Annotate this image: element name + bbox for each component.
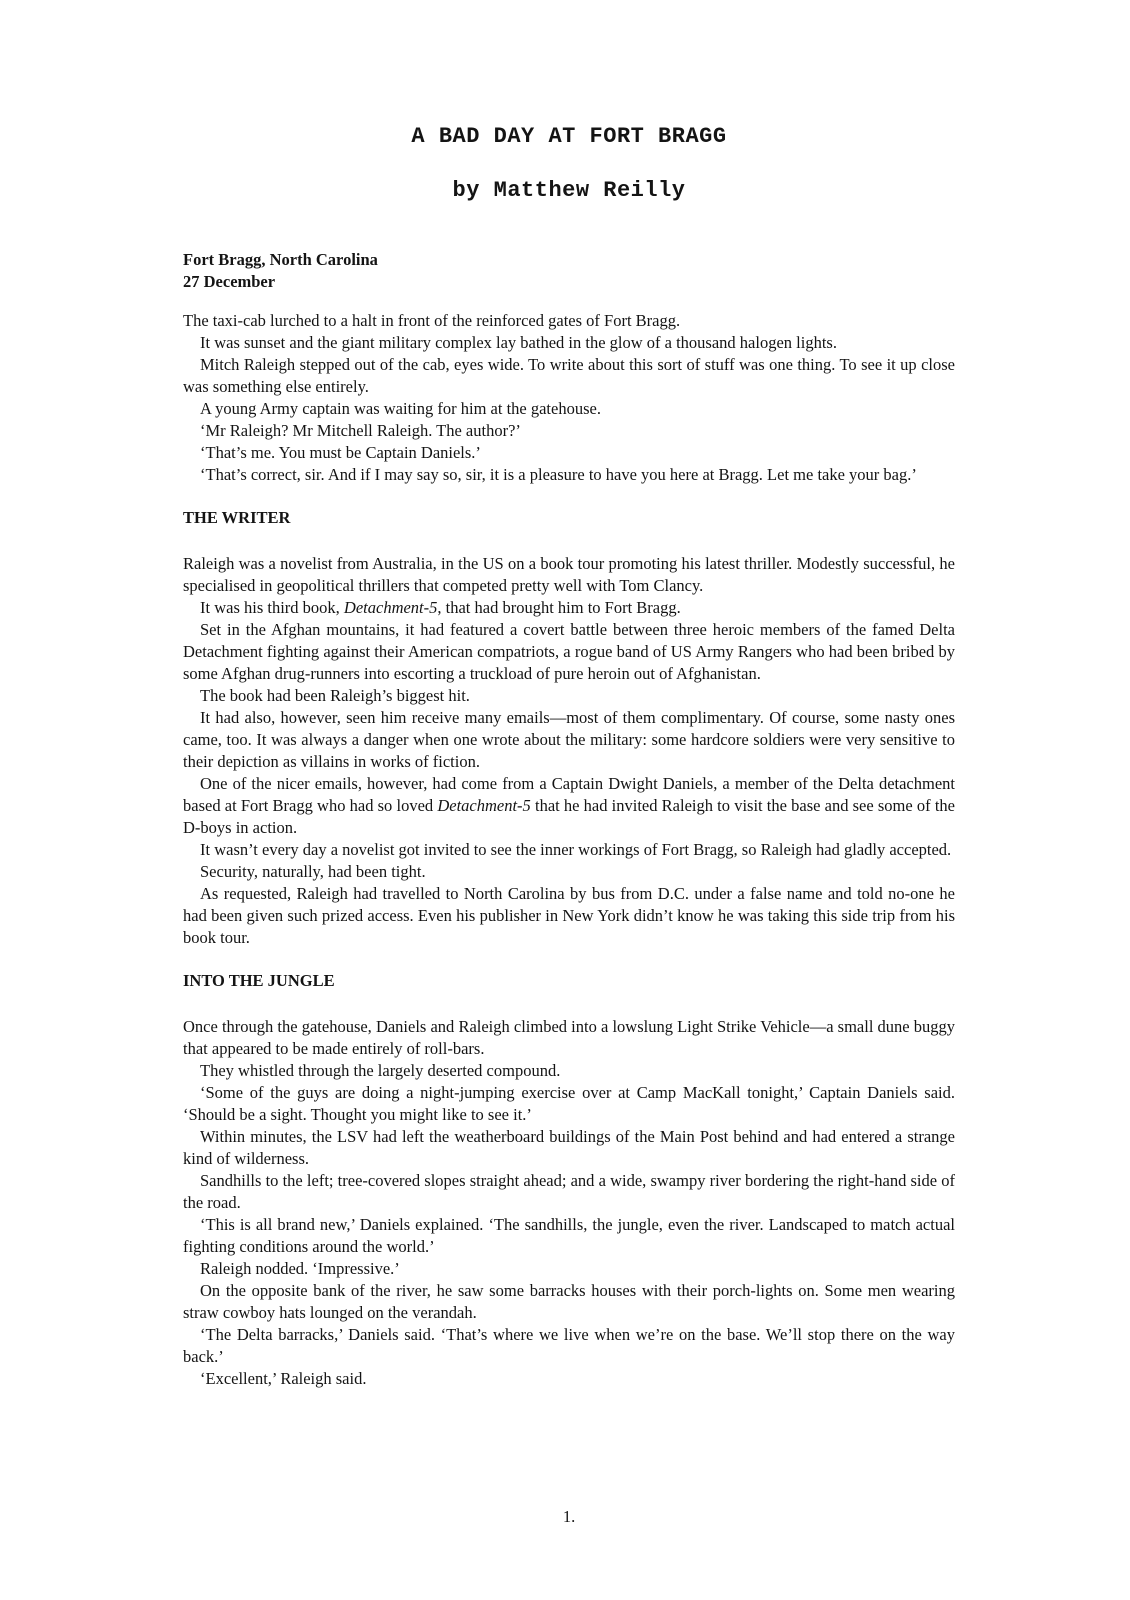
paragraph <box>183 619 955 685</box>
text-run: It wasn’t every day a novelist got invited to see the inner workings of Fort Bragg, so Raleigh had gladly accepted. <box>200 840 952 859</box>
text-run: One of the nicer emails, however, had come from a Captain Dwight Daniels, a member of the Delta detachment based at Fort Bragg who had so loved <box>183 774 955 815</box>
text-run: ‘This is all brand new,’ Daniels explained. ‘The sandhills, the jungle, even the river. Landscaped to match actual fighting conditions around the world.’ <box>183 1215 955 1256</box>
text-run: , that had brought him to Fort Bragg. <box>437 598 681 617</box>
text-run: It had also, however, seen him receive many emails—most of them complimentary. Of course, some nasty ones came, too. It was always a danger when one wrote about the military: some hardcore soldiers were very sensitive to their depiction as villains in works of fiction. <box>183 708 955 771</box>
document-title: A BAD DAY AT FORT BRAGG <box>411 124 727 149</box>
text-run: A young Army captain was waiting for him at the gatehouse. <box>200 399 601 418</box>
page-number: 1. <box>562 1507 576 1526</box>
paragraph <box>183 464 955 486</box>
paragraph <box>183 310 955 332</box>
paragraph <box>183 1126 955 1170</box>
text-run: They whistled through the largely deserted compound. <box>200 1061 561 1080</box>
text-run: ‘Some of the guys are doing a night-jumping exercise over at Camp MacKall tonight,’ Captain Daniels said. ‘Should be a sight. Thought you might like to see it.’ <box>183 1083 955 1124</box>
paragraph <box>183 354 955 398</box>
section-heading: THE WRITER <box>183 508 291 527</box>
text-run: Security, naturally, had been tight. <box>200 862 426 881</box>
paragraph <box>183 1016 955 1060</box>
paragraph <box>183 707 955 773</box>
text-run: Once through the gatehouse, Daniels and Raleigh climbed into a lowslung Light Strike Vehicle—a small dune buggy that appeared to be made entirely of roll-bars. <box>183 1017 955 1058</box>
paragraph <box>183 861 955 883</box>
text-run: The book had been Raleigh’s biggest hit. <box>200 686 470 705</box>
text-run: ‘The Delta barracks,’ Daniels said. ‘That’s where we live when we’re on the base. We’ll stop there on the way back.’ <box>183 1325 955 1366</box>
text-run: Raleigh nodded. ‘Impressive.’ <box>200 1259 400 1278</box>
text-run: ‘Excellent,’ Raleigh said. <box>200 1369 367 1388</box>
paragraph <box>183 1258 955 1280</box>
dateline <box>183 249 955 293</box>
paragraph <box>183 1214 955 1258</box>
paragraph <box>183 1060 955 1082</box>
document-content <box>183 126 955 1390</box>
text-run: ‘Mr Raleigh? Mr Mitchell Raleigh. The author?’ <box>200 421 521 440</box>
paragraph <box>183 442 955 464</box>
paragraph <box>183 1324 955 1368</box>
paragraph <box>183 773 955 839</box>
paragraph <box>183 553 955 597</box>
paragraph <box>183 420 955 442</box>
text-run: It was his third book, <box>200 598 344 617</box>
paragraph <box>183 839 955 861</box>
paragraph <box>183 1170 955 1214</box>
dateline-date: 27 December <box>183 272 276 291</box>
paragraph <box>183 597 955 619</box>
paragraph <box>183 398 955 420</box>
italic-text-run: Detachment-5 <box>437 796 531 815</box>
paragraph <box>183 1280 955 1324</box>
paragraph <box>183 883 955 949</box>
text-run: The taxi-cab lurched to a halt in front of the reinforced gates of Fort Bragg. <box>183 311 681 330</box>
paragraph <box>183 1082 955 1126</box>
text-run: Within minutes, the LSV had left the weatherboard buildings of the Main Post behind and had entered a strange kind of wilderness. <box>183 1127 955 1168</box>
paragraph <box>183 685 955 707</box>
document-byline: by Matthew Reilly <box>452 178 686 203</box>
dateline-location: Fort Bragg, North Carolina <box>183 250 378 269</box>
paragraph <box>183 1368 955 1390</box>
text-run: As requested, Raleigh had travelled to North Carolina by bus from D.C. under a false name and told no-one he had been given such prized access. Even his publisher in New York didn’t know he was taking this side trip from his book tour. <box>183 884 955 947</box>
text-run: Set in the Afghan mountains, it had featured a covert battle between three heroic members of the famed Delta Detachment fighting against their American compatriots, a rogue band of US Army Rangers who had been bribed by some Afghan drug-runners into escorting a truckload of pure heroin out of Afghanistan. <box>183 620 955 683</box>
text-run: On the opposite bank of the river, he saw some barracks houses with their porch-lights on. Some men wearing straw cowboy hats lounged on the verandah. <box>183 1281 955 1322</box>
text-run: Sandhills to the left; tree-covered slopes straight ahead; and a wide, swampy river bordering the right-hand side of the road. <box>183 1171 955 1212</box>
text-run: that he had invited Raleigh to visit the base and see some of the D-boys in action. <box>183 796 955 837</box>
text-run: Mitch Raleigh stepped out of the cab, eyes wide. To write about this sort of stuff was one thing. To see it up close was something else entirely. <box>183 355 955 396</box>
document-body <box>183 310 955 1390</box>
text-run: It was sunset and the giant military complex lay bathed in the glow of a thousand halogen lights. <box>200 333 837 352</box>
section-heading: INTO THE JUNGLE <box>183 971 335 990</box>
text-run: ‘That’s correct, sir. And if I may say so, sir, it is a pleasure to have you here at Bragg. Let me take your bag.’ <box>200 465 917 484</box>
text-run: Raleigh was a novelist from Australia, in the US on a book tour promoting his latest thriller. Modestly successful, he specialised in geopolitical thrillers that competed pretty well with Tom Clancy. <box>183 554 955 595</box>
paragraph <box>183 332 955 354</box>
text-run: ‘That’s me. You must be Captain Daniels.’ <box>200 443 481 462</box>
italic-text-run: Detachment-5 <box>343 598 438 617</box>
